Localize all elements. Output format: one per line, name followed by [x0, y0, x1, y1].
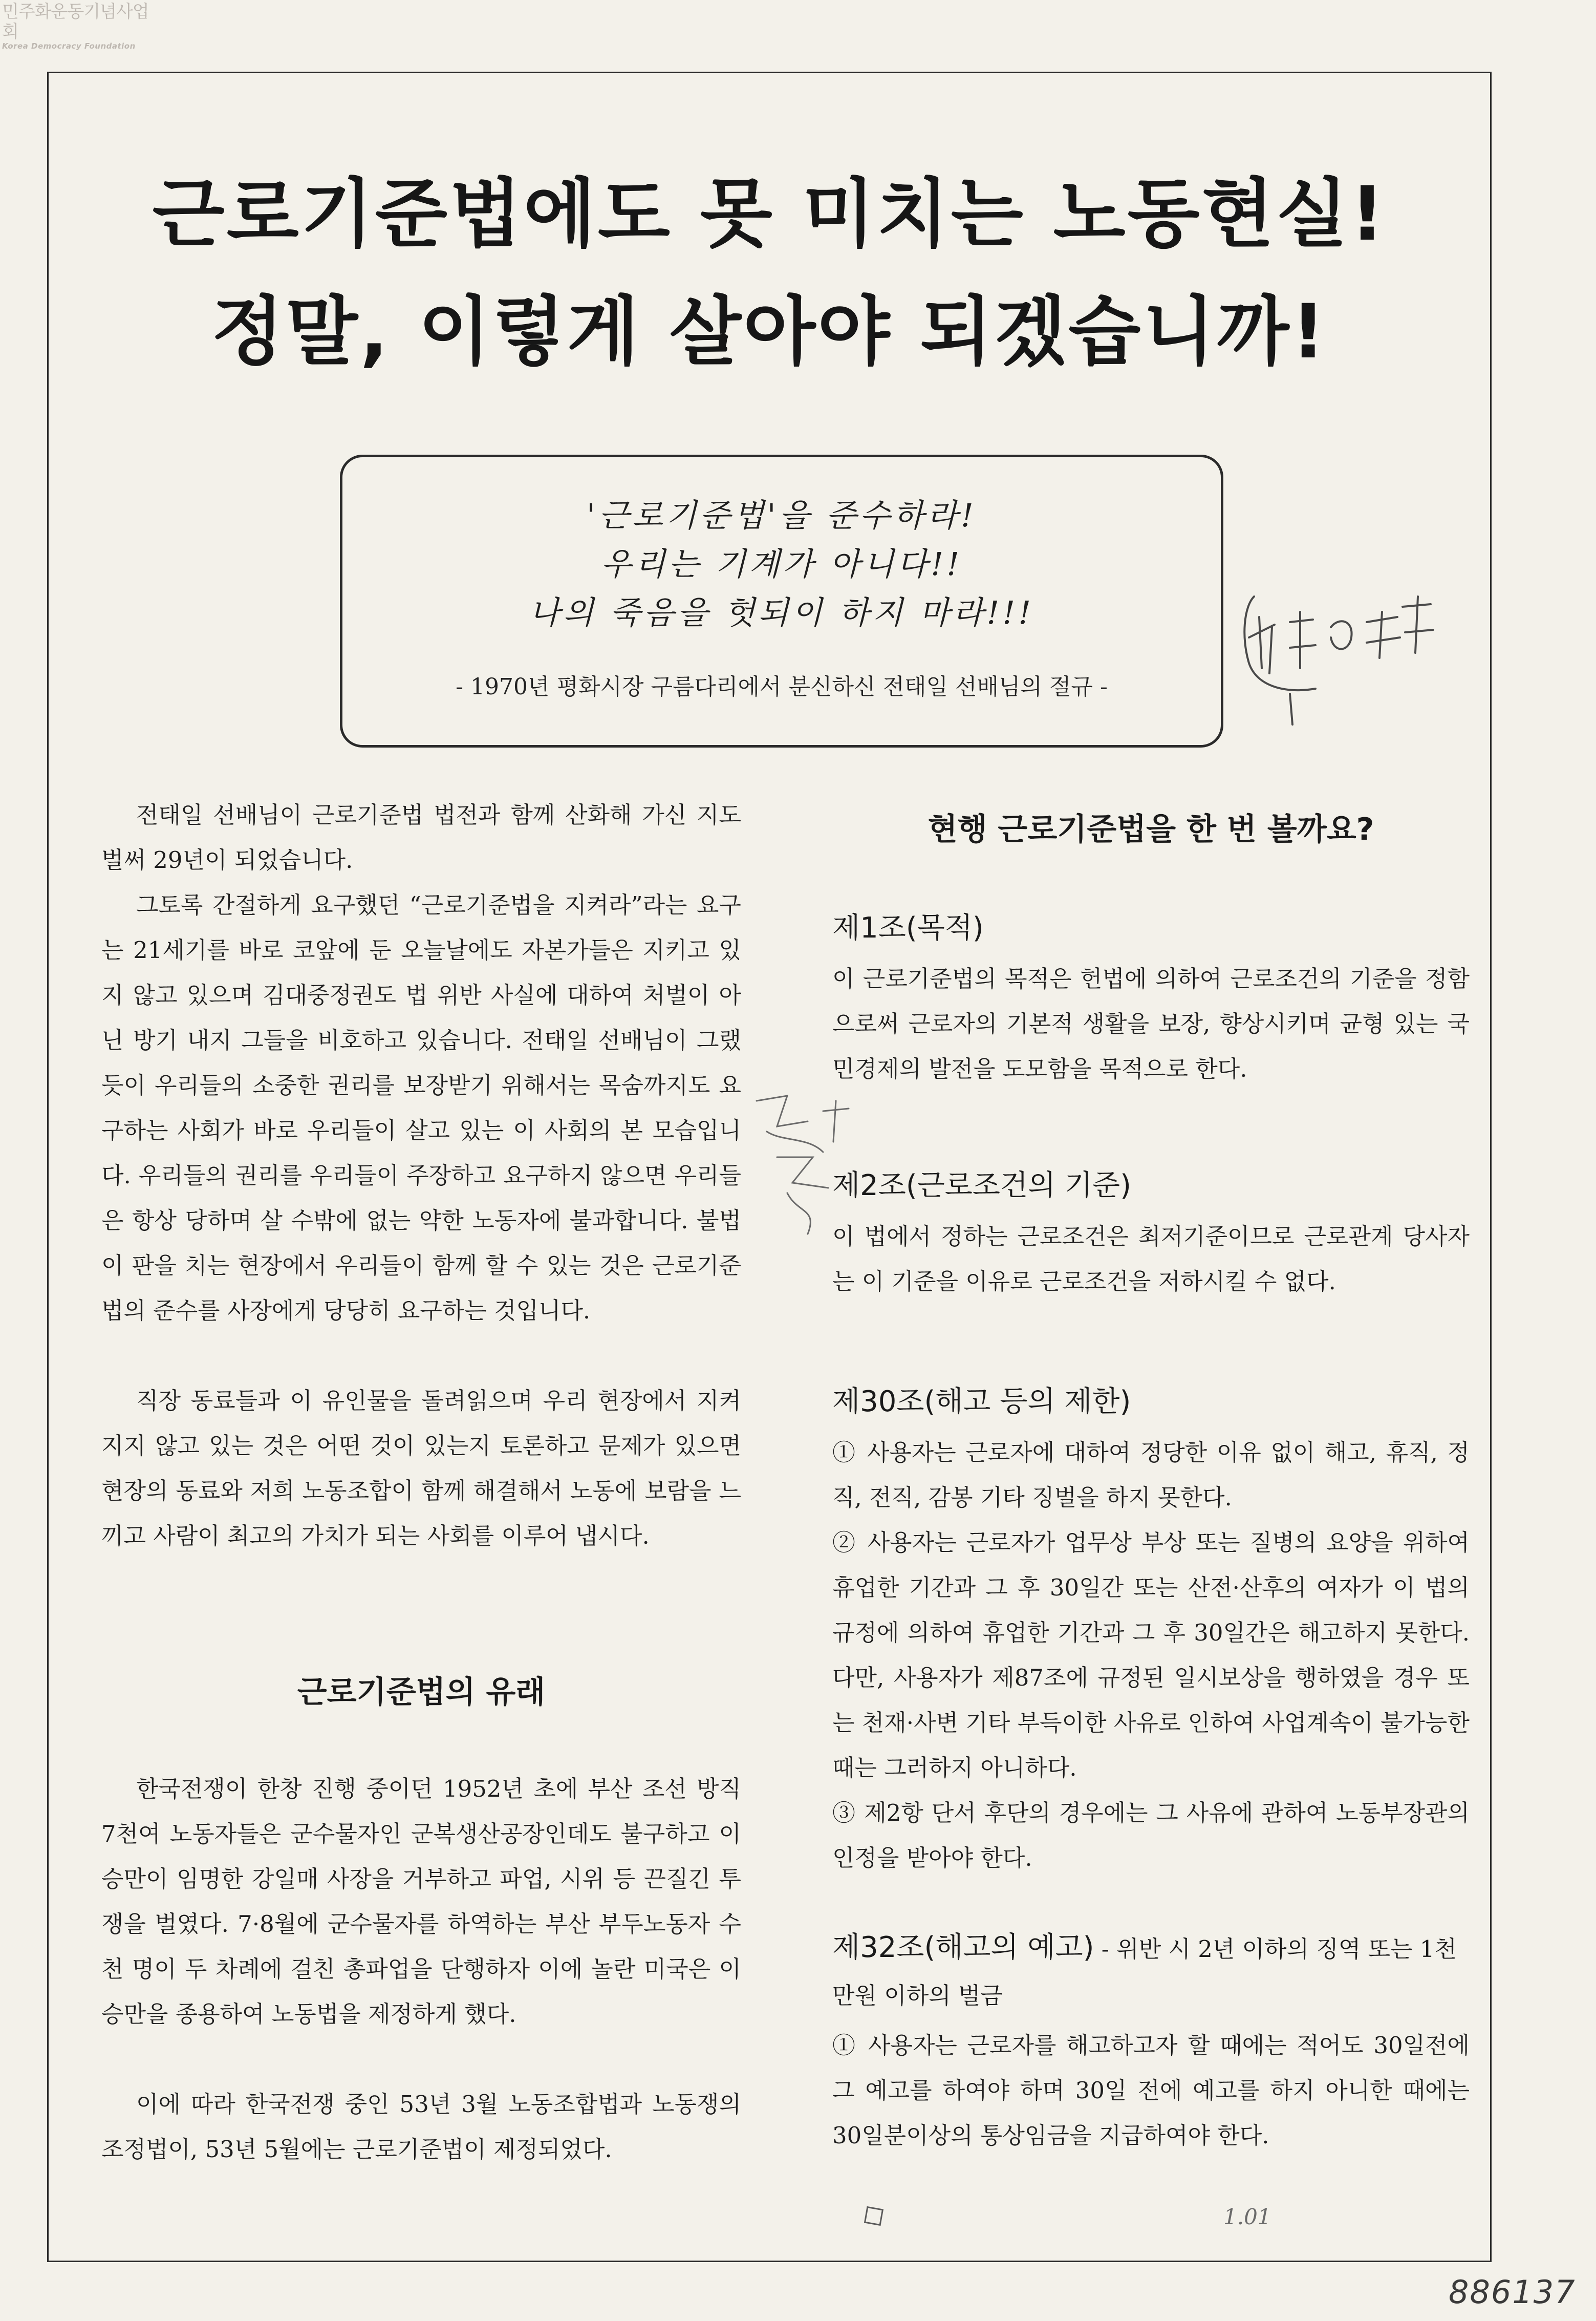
small-mark-icon [860, 2204, 891, 2230]
handwritten-margin-note [1228, 576, 1449, 730]
article-2-body: 이 법에서 정하는 근로조건은 최저기준이므로 근로관계 당사자는 이 기준을 이유로 근로조건을 저하시킬 수 없다. [832, 1223, 1470, 1295]
origin-paragraph-1: 한국전쟁이 한창 진행 중이던 1952년 초에 부산 조선 방직 7천여 노동자들은 군수물자인 군복생산공장인데도 불구하고 이승만이 임명한 강일매 사장을 거부하고 파업, 시위 등 끈질긴 투쟁을 벌였다. 7·8월에 군수물자를 하역하는 부산 부두노동자 수천 명이 두 차례에 걸친 총파업을 단행하자 이에 놀란 미국은 이승만을 종용하여 노동법을 제정하게 했다. [101, 1775, 741, 2028]
archive-number: 886137 [1449, 2273, 1576, 2311]
current-law-heading: 현행 근로기준법을 한 번 볼까요? [928, 812, 1374, 847]
quote-source: - 1970년 평화시장 구름다리에서 분신하신 전태일 선배님의 절규 - [456, 674, 1108, 700]
ink-scribble [746, 1080, 864, 1244]
watermark-english: Korea Democracy Foundation [2, 41, 136, 51]
headline-line-2: 정말, 이렇게 살아야 되겠습니까! [211, 288, 1327, 375]
quote-line-3: 나의 죽음을 헛되이 하지 마라!!! [529, 594, 1034, 631]
origin-heading: 근로기준법의 유래 [297, 1674, 546, 1710]
article-30-clause-2: ② 사용자는 근로자가 업무상 부상 또는 질병의 요양을 위하여 휴업한 기간과 그 후 30일간 또는 산전·산후의 여자가 이 법의 규정에 의하여 휴업한 기간과 그 후 30일간은 해고하지 못한다. 다만, 사용자가 제87조에 규정된 일시보상을 행하였을 경우 또는 천재·사변 기타 부득이한 사유로 인하여 사업계속이 불가능한 때는 그러하지 아니하다. [832, 1529, 1470, 1781]
quote-line-1: '근로기준법'을 준수하라! [587, 497, 977, 534]
handwritten-bottom-mark: 1.01 [1223, 2204, 1271, 2229]
article-32-title-block [832, 1925, 1470, 2018]
article-30-clause-1: ① 사용자는 근로자에 대하여 정당한 이유 없이 해고, 휴직, 정직, 전직, 감봉 기타 징벌을 하지 못한다. [832, 1439, 1470, 1511]
quote-line-2: 우리는 기계가 아니다!! [600, 545, 963, 583]
intro-paragraph-2: 그토록 간절하게 요구했던 “근로기준법을 지켜라”라는 요구는 21세기를 바로 코앞에 둔 오늘날에도 자본가들은 지키고 있지 않고 있으며 김대중정권도 법 위반 사실에 대하여 처벌이 아닌 방기 내지 그들을 비호하고 있습니다. 전태일 선배님이 그랬듯이 우리들의 소중한 권리를 보장받기 위해서는 목숨까지도 요구하는 사회가 바로 우리들이 살고 있는 이 사회의 본 모습입니다. 우리들의 권리를 우리들이 주장하고 요구하지 않으면 우리들은 항상 당하며 살 수밖에 없는 약한 노동자에 불과합니다. 불법이 판을 치는 현장에서 우리들이 함께 할 수 있는 것은 근로기준법의 준수를 사장에게 당당히 요구하는 것입니다. [101, 891, 741, 1324]
headline-line-1: 근로기준법에도 못 미치는 노동현실! [152, 171, 1387, 258]
article-32-penalty-note: - 위반 시 2년 이하의 징역 또는 1천 만원 이하의 벌금 [832, 1935, 1457, 2009]
intro-paragraph-3: 직장 동료들과 이 유인물을 돌려읽으며 우리 현장에서 지켜지지 않고 있는 것은 어떤 것이 있는지 토론하고 문제가 있으면 현장의 동료와 저희 노동조합이 함께 해결해서 노동에 보람을 느끼고 사람이 최고의 가치가 되는 사회를 이루어 냅시다. [101, 1387, 741, 1549]
quote-box [340, 455, 1223, 748]
article-1-body: 이 근로기준법의 목적은 헌법에 의하여 근로조건의 기준을 정함으로써 근로자의 기본적 생활을 보장, 향상시키며 균형 있는 국민경제의 발전을 도모함을 목적으로 한다. [832, 965, 1470, 1082]
intro-paragraph-1: 전태일 선배님이 근로기준법 법전과 함께 산화해 가신 지도 벌써 29년이 되었습니다. [101, 801, 741, 874]
article-1-title: 제1조(목적) [832, 911, 984, 945]
article-2-title: 제2조(근로조건의 기준) [832, 1169, 1131, 1202]
article-32-title: 제32조(해고의 예고) [832, 1931, 1094, 1964]
article-32-body: ① 사용자는 근로자를 해고하고자 할 때에는 적어도 30일전에 그 예고를 하여야 하며 30일 전에 예고를 하지 아니한 때에는 30일분이상의 통상임금을 지급하여야 한다. [832, 2032, 1470, 2149]
watermark-korean: 민주화운동기념사업회 [2, 2, 149, 42]
article-30-clause-3: ③ 제2항 단서 후단의 경우에는 그 사유에 관하여 노동부장관의 인정을 받아야 한다. [832, 1799, 1470, 1871]
watermark-logo [2, 2, 156, 51]
origin-paragraph-2: 이에 따라 한국전쟁 중인 53년 3월 노동조합법과 노동쟁의조정법이, 53년 5월에는 근로기준법이 제정되었다. [101, 2091, 741, 2163]
article-30-title: 제30조(해고 등의 제한) [832, 1385, 1131, 1418]
